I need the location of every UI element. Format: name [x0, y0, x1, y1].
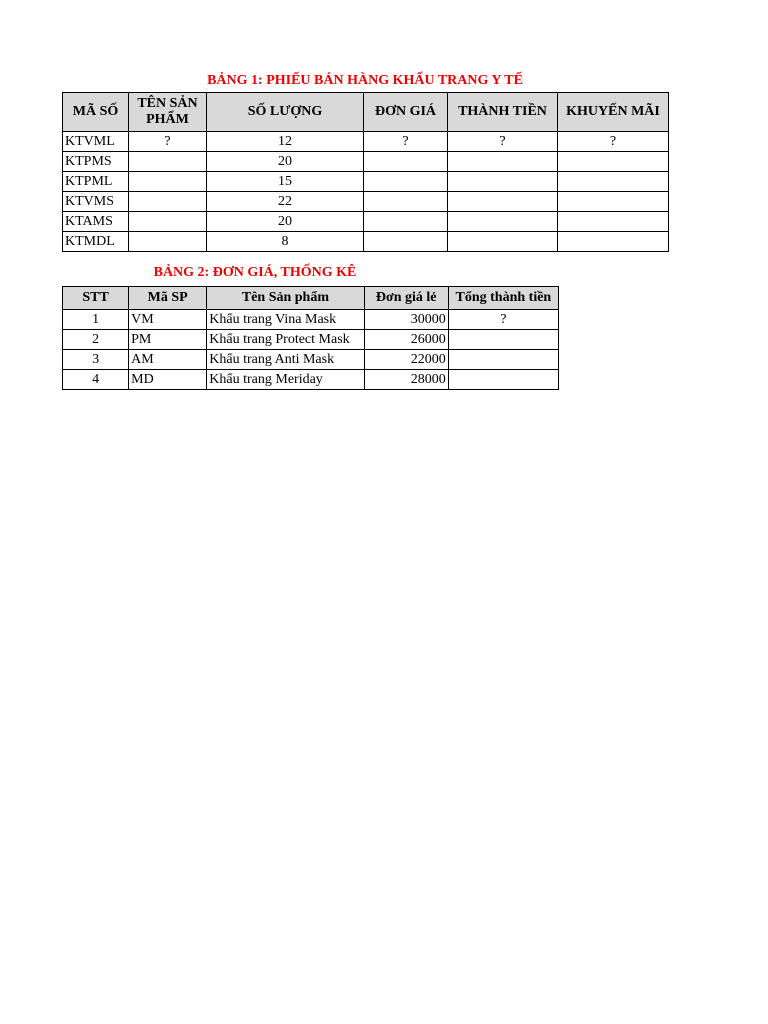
table-row	[63, 232, 669, 252]
cell[interactable]: KTVMS	[63, 192, 129, 212]
cell[interactable]	[364, 212, 448, 232]
header-ten-san-pham: Tên Sản phẩm	[207, 287, 364, 310]
table2-header-row	[63, 287, 559, 310]
cell[interactable]	[364, 152, 448, 172]
cell[interactable]	[558, 232, 669, 252]
cell[interactable]: Khẩu trang Protect Mask	[207, 330, 364, 350]
cell[interactable]	[558, 172, 669, 192]
cell[interactable]: MD	[129, 370, 207, 390]
cell[interactable]: 12	[207, 132, 364, 152]
table-row	[63, 310, 559, 330]
cell[interactable]	[129, 172, 207, 192]
cell[interactable]: 8	[207, 232, 364, 252]
cell[interactable]: 1	[63, 310, 129, 330]
table-row	[63, 330, 559, 350]
header-don-gia: ĐƠN GIÁ	[364, 93, 448, 132]
cell[interactable]: KTVML	[63, 132, 129, 152]
cell[interactable]: Khẩu trang Anti Mask	[207, 350, 364, 370]
cell[interactable]	[364, 192, 448, 212]
cell[interactable]: VM	[129, 310, 207, 330]
table2-title: BẢNG 2: ĐƠN GIÁ, THỐNG KÊ	[153, 265, 357, 280]
table1-title: BẢNG 1: PHIẾU BÁN HÀNG KHẨU TRANG Y TẾ	[207, 73, 523, 88]
cell[interactable]: ?	[129, 132, 207, 152]
cell[interactable]	[364, 232, 448, 252]
header-stt: STT	[63, 287, 129, 310]
cell[interactable]: 26000	[364, 330, 448, 350]
cell[interactable]: 30000	[364, 310, 448, 330]
header-don-gia-le: Đơn giá lẻ	[364, 287, 448, 310]
cell[interactable]: PM	[129, 330, 207, 350]
cell[interactable]	[448, 172, 558, 192]
table-row	[63, 132, 669, 152]
cell[interactable]	[448, 232, 558, 252]
sales-receipt-table	[62, 92, 669, 252]
cell[interactable]	[448, 350, 558, 370]
table-row	[63, 212, 669, 232]
cell[interactable]: ?	[364, 132, 448, 152]
table-row	[63, 172, 669, 192]
cell[interactable]	[129, 232, 207, 252]
header-so-luong: SỐ LƯỢNG	[207, 93, 364, 132]
table-row	[63, 192, 669, 212]
cell[interactable]: KTPMS	[63, 152, 129, 172]
price-statistics-table	[62, 286, 559, 390]
table-row	[63, 152, 669, 172]
cell[interactable]: ?	[448, 310, 558, 330]
cell[interactable]	[129, 192, 207, 212]
cell[interactable]: KTAMS	[63, 212, 129, 232]
cell[interactable]	[558, 192, 669, 212]
cell[interactable]	[448, 152, 558, 172]
cell[interactable]: 3	[63, 350, 129, 370]
cell[interactable]: Khẩu trang Meriday	[207, 370, 364, 390]
cell[interactable]: Khẩu trang Vina Mask	[207, 310, 364, 330]
table-row	[63, 350, 559, 370]
cell[interactable]: 22000	[364, 350, 448, 370]
cell[interactable]: 28000	[364, 370, 448, 390]
header-ma-sp: Mã SP	[129, 287, 207, 310]
header-tong-thanh-tien: Tổng thành tiền	[448, 287, 558, 310]
cell[interactable]: ?	[448, 132, 558, 152]
header-ten-san-pham: TÊN SẢN PHẨM	[129, 93, 207, 132]
cell[interactable]: 15	[207, 172, 364, 192]
cell[interactable]	[448, 212, 558, 232]
cell[interactable]: 22	[207, 192, 364, 212]
header-thanh-tien: THÀNH TIỀN	[448, 93, 558, 132]
cell[interactable]: 4	[63, 370, 129, 390]
cell[interactable]: ?	[558, 132, 669, 152]
cell[interactable]: 20	[207, 152, 364, 172]
cell[interactable]	[129, 212, 207, 232]
cell[interactable]	[364, 172, 448, 192]
cell[interactable]: 2	[63, 330, 129, 350]
cell[interactable]	[448, 370, 558, 390]
cell[interactable]: AM	[129, 350, 207, 370]
cell[interactable]: KTMDL	[63, 232, 129, 252]
cell[interactable]	[558, 152, 669, 172]
header-khuyen-mai: KHUYẾN MÃI	[558, 93, 669, 132]
cell[interactable]: KTPML	[63, 172, 129, 192]
cell[interactable]	[448, 330, 558, 350]
table-row	[63, 370, 559, 390]
cell[interactable]	[448, 192, 558, 212]
table1-header-row	[63, 93, 669, 132]
cell[interactable]: 20	[207, 212, 364, 232]
cell[interactable]	[129, 152, 207, 172]
cell[interactable]	[558, 212, 669, 232]
header-ma-so: MÃ SỐ	[63, 93, 129, 132]
